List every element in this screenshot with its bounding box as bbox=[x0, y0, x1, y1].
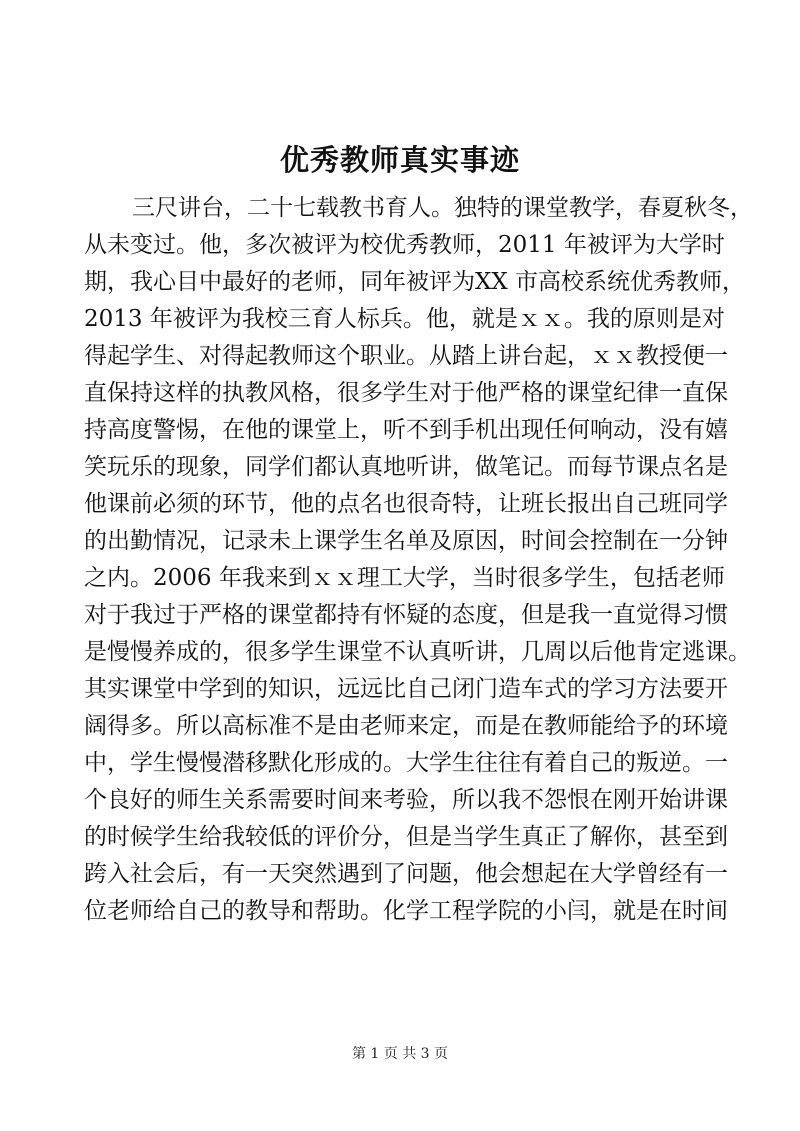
body-line-9: 他课前必须的环节，他的点名也很奇特，让班长报出自己班同学 bbox=[84, 491, 728, 517]
body-line-5: 得起学生、对得起教师这个职业。从踏上讲台起，ｘｘ教授便一 bbox=[84, 343, 728, 369]
body-line-11: 之内。2006 年我来到ｘｘ理工大学，当时很多学生，包括老师 bbox=[84, 565, 725, 591]
body-line-10: 的出勤情况，记录未上课学生名单及原因，时间会控制在一分钟 bbox=[84, 528, 728, 554]
body-line-15: 阔得多。所以高标准不是由老师来定，而是在教师能给予的环境 bbox=[84, 713, 728, 739]
body-line-20: 位老师给自己的教导和帮助。化学工程学院的小闫，就是在时间 bbox=[84, 898, 728, 924]
document-title: 优秀教师真实事迹 bbox=[279, 143, 520, 177]
body-line-3: 期，我心目中最好的老师，同年被评为XX 市高校系统优秀教师， bbox=[84, 269, 746, 295]
body-line-6: 直保持这样的执教风格，很多学生对于他严格的课堂纪律一直保 bbox=[84, 380, 728, 406]
body-line-8: 笑玩乐的现象，同学们都认真地听讲，做笔记。而每节课点名是 bbox=[84, 454, 728, 480]
body-line-16: 中，学生慢慢潜移默化形成的。大学生往往有着自己的叛逆。一 bbox=[84, 750, 728, 776]
body-line-19: 跨入社会后，有一天突然遇到了问题，他会想起在大学曾经有一 bbox=[84, 861, 728, 887]
body-line-13: 是慢慢养成的，很多学生课堂不认真听讲，几周以后他肯定逃课。 bbox=[84, 639, 751, 665]
body-line-7: 持高度警惕，在他的课堂上，听不到手机出现任何响动，没有嬉 bbox=[84, 417, 728, 443]
body-line-17: 个良好的师生关系需要时间来考验，所以我不怨恨在刚开始讲课 bbox=[84, 787, 728, 813]
body-line-18: 的时候学生给我较低的评价分，但是当学生真正了解你，甚至到 bbox=[84, 824, 728, 850]
page-footer: 第 1 页 共 3 页 bbox=[351, 1046, 449, 1062]
body-line-14: 其实课堂中学到的知识，远远比自己闭门造车式的学习方法要开 bbox=[84, 676, 728, 702]
body-line-4: 2013 年被评为我校三育人标兵。他，就是ｘｘ。我的原则是对 bbox=[84, 306, 725, 332]
document-body bbox=[84, 190, 753, 930]
body-line-2: 从未变过。他，多次被评为校优秀教师，2011 年被评为大学时 bbox=[84, 232, 725, 258]
body-line-12: 对于我过于严格的课堂都持有怀疑的态度，但是我一直觉得习惯 bbox=[84, 602, 728, 628]
body-line-1: 三尺讲台，二十七载教书育人。独特的课堂教学，春夏秋冬， bbox=[132, 195, 753, 221]
